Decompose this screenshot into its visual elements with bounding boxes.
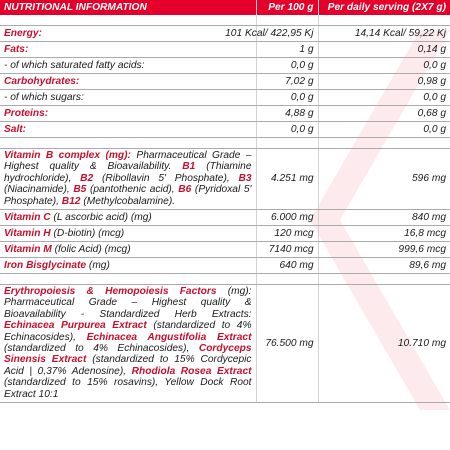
- text: Pharmaceutical Grade – Highest quality & Bioavailability.: [4, 150, 252, 173]
- header-per-100g-text: Per 100 g: [268, 1, 314, 13]
- vitamin-name: Iron Bisglycinate: [4, 259, 87, 271]
- row-label: Energy:: [0, 26, 256, 42]
- row-value-100g: 6.000 mg: [256, 210, 318, 226]
- header-per-daily-serving: Per daily serving (2X7 g): [318, 0, 450, 15]
- row-value-100g: 640 mg: [256, 258, 318, 274]
- header-per-100g: [256, 0, 318, 15]
- row-value-daily: 0,14 g: [318, 42, 450, 58]
- text: (Methylcobalamine).: [80, 195, 176, 207]
- row-value-daily: 16,8 mcg: [318, 226, 450, 242]
- vitamin-name: Vitamin H: [4, 227, 51, 239]
- row-value-100g: 0,0 g: [256, 90, 318, 106]
- table-row: [0, 26, 450, 42]
- erythropoiesis-title: Erythropoiesis & Hemopoiesis Factors: [4, 286, 217, 298]
- table-row: [0, 74, 450, 90]
- table-row: [0, 106, 450, 122]
- vitamin-name: Vitamin C: [4, 211, 51, 223]
- b6-label: B6: [178, 184, 192, 196]
- extract-name: Echinacea Purpurea Extract: [4, 320, 147, 332]
- b2-label: B2: [80, 172, 94, 184]
- text: (standardized to 4% Echinacosides),: [4, 320, 252, 343]
- text: (standardized to 15% rosavins), Yellow Dock Root Extract 10:1: [4, 377, 252, 400]
- row-value-100g: 4,88 g: [256, 106, 318, 122]
- row-label: [0, 258, 256, 274]
- row-label: Salt:: [0, 122, 256, 138]
- vitamin-b-row: [0, 149, 450, 210]
- row-value-daily: 14,14 Kcal/ 59,22 Kj: [318, 26, 450, 42]
- table-header: [0, 0, 450, 15]
- row-value-daily: 0,98 g: [318, 74, 450, 90]
- row-value-daily: 0,0 g: [318, 58, 450, 74]
- extract-name: Echinacea Angustifolia Extract: [86, 331, 252, 343]
- row-value-daily: 840 mg: [318, 210, 450, 226]
- erythropoiesis-description: [0, 285, 256, 403]
- text: (mg): Pharmaceutical Grade – Highest quality & Bioavailability - Standardized Herb Extracts:: [4, 286, 252, 320]
- row-label: Carbohydrates:: [0, 74, 256, 90]
- row-value-daily: 0,68 g: [318, 106, 450, 122]
- row-label: Fats:: [0, 42, 256, 58]
- extract-name: Rhodiola Rosea Extract: [131, 365, 252, 377]
- row-value-100g: [225, 26, 318, 42]
- table-row: [0, 258, 450, 274]
- b3-label: B3: [238, 172, 252, 184]
- text: (Ribollavin 5' Phosphate),: [93, 172, 239, 184]
- vitamin-b-title: Vitamin B complex (mg):: [4, 150, 131, 161]
- vitamin-unit: (D-biotin) (mcg): [50, 227, 125, 239]
- spacer-row: [0, 138, 450, 149]
- table-row: [0, 42, 450, 58]
- vitamin-name: Vitamin M: [4, 243, 52, 255]
- text: (Pyridoxal 5' Phosphate),: [4, 184, 252, 207]
- row-value-daily: 999,6 mcg: [318, 242, 450, 258]
- vitamin-b-description: [0, 149, 256, 210]
- row-label: - of which sugars:: [0, 90, 256, 106]
- b12-label: B12: [61, 195, 81, 207]
- table-row: [0, 242, 450, 258]
- vitamin-unit: (mg): [86, 259, 110, 271]
- erythropoiesis-value-100g: 76.500 mg: [256, 285, 318, 403]
- row-value-100g: 120 mcg: [256, 226, 318, 242]
- row-label: [0, 242, 256, 258]
- row-label: - of which saturated fatty acids:: [0, 58, 256, 74]
- b5-label: B5: [73, 184, 87, 196]
- spacer-row: [0, 15, 450, 26]
- row-value-daily: 0,0 g: [318, 122, 450, 138]
- text: (pantothenic acid),: [86, 184, 179, 196]
- energy-value-100g: 101 Kcal/ 422,95 Kj: [225, 27, 314, 39]
- table-row: [0, 226, 450, 242]
- erythropoiesis-value-daily: 10.710 mg: [318, 285, 450, 403]
- text: (Niacinamide),: [4, 184, 74, 196]
- row-value-daily: 0,0 g: [318, 90, 450, 106]
- row-value-100g: 0,0 g: [256, 58, 318, 74]
- vitamin-b-value-100g: 4.251 mg: [256, 149, 318, 210]
- text: (standardized to 4% Echinacosides),: [4, 343, 199, 355]
- table-row: [0, 122, 450, 138]
- row-label: [0, 226, 256, 242]
- row-label: [0, 210, 256, 226]
- row-value-100g: 7140 mcg: [256, 242, 318, 258]
- spacer-row: [0, 274, 450, 285]
- row-value-100g: 0,0 g: [256, 122, 318, 138]
- table-row: [0, 58, 450, 74]
- row-value-100g: 7,02 g: [256, 74, 318, 90]
- row-label: Proteins:: [0, 106, 256, 122]
- table-row: [0, 90, 450, 106]
- extract-name: Cordyceps Sinensis Extract: [4, 343, 252, 366]
- text: (Thiamine hydrochloride),: [4, 161, 252, 184]
- header-nutritional-information: NUTRITIONAL INFORMATION: [0, 0, 256, 15]
- row-value-100g: 1 g: [256, 42, 318, 58]
- table-row: [0, 210, 450, 226]
- erythropoiesis-row: [0, 285, 450, 403]
- vitamin-unit: (folic Acid) (mcg): [51, 243, 131, 255]
- text: (standardized to 15% Cordycepic Acid | 0,37% Adenosine),: [4, 354, 252, 377]
- row-value-daily: 89,6 mg: [318, 258, 450, 274]
- vitamin-b-value-daily: 596 mg: [318, 149, 450, 210]
- b1-label: B1: [182, 161, 196, 173]
- vitamin-unit: (L ascorbic acid) (mg): [50, 211, 152, 223]
